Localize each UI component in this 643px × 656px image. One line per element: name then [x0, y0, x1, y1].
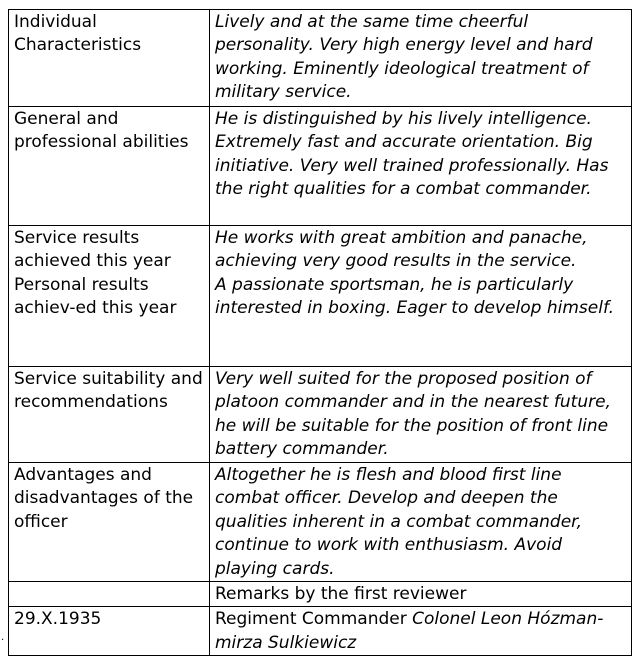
evaluation-table [8, 9, 632, 656]
row-value-cell [210, 582, 632, 607]
table-row-signature [9, 607, 632, 656]
row-label: General and professional abilities [14, 109, 189, 153]
row-value: Lively and at the same time cheerful personality. Very high energy level and hard working. Eminently ideological treatment of military service. [215, 12, 593, 103]
row-label-cell [9, 107, 210, 226]
signer-name: Colonel Leon Hózman-mirza Sulkiewicz [215, 609, 604, 653]
table-row-remarks [9, 582, 632, 607]
row-value-cell [210, 10, 632, 107]
row-label-cell [9, 226, 210, 367]
row-value-cell [210, 607, 632, 656]
row-label: Advantages and disadvantages of the officer [14, 465, 194, 532]
remarks-heading: Remarks by the first reviewer [215, 584, 467, 605]
table-row-suitability [9, 367, 632, 463]
row-label-cell [9, 607, 210, 656]
row-label-personal-results: Personal results achiev-ed this year [14, 274, 177, 319]
corner-mark: . [1, 632, 5, 643]
row-value-cell [210, 107, 632, 226]
table-row-individual-characteristics [9, 10, 632, 107]
row-label-cell [9, 10, 210, 107]
row-label: Individual Characteristics [14, 12, 142, 56]
table-row-results [9, 226, 632, 367]
row-value: Altogether he is flesh and blood first line combat officer. Develop and deepen the qualities inherent in a combat commander, continue to work with enthusiasm. Avoid playing cards. [215, 465, 583, 579]
row-label-service-results: Service results achieved this year [14, 228, 171, 272]
row-value-cell [210, 226, 632, 367]
date-value: 29.X.1935 [14, 609, 102, 630]
table-row-advantages [9, 463, 632, 582]
table-row-general-abilities [9, 107, 632, 226]
row-label-cell [9, 367, 210, 463]
row-label: Service suitability and recommendations [14, 369, 203, 413]
signer-title: Regiment Commander [215, 609, 413, 630]
row-value: Very well suited for the proposed position of platoon commander and in the nearest future, he will be suitable for the position of front line battery commander. [215, 369, 611, 460]
row-value-cell [210, 367, 632, 463]
row-value-service-results: He works with great ambition and panache, achieving very good results in the service. [215, 228, 588, 272]
row-value-personal-results: A passionate sportsman, he is particularly interested in boxing. Eager to develop himself. [215, 274, 615, 319]
row-label-cell [9, 463, 210, 582]
row-value-cell [210, 463, 632, 582]
row-value: He is distinguished by his lively intelligence. Extremely fast and accurate orientation. Big initiative. Very well trained professionally. Has the right qualities for a combat commander. [215, 109, 609, 200]
row-label-cell [9, 582, 210, 607]
